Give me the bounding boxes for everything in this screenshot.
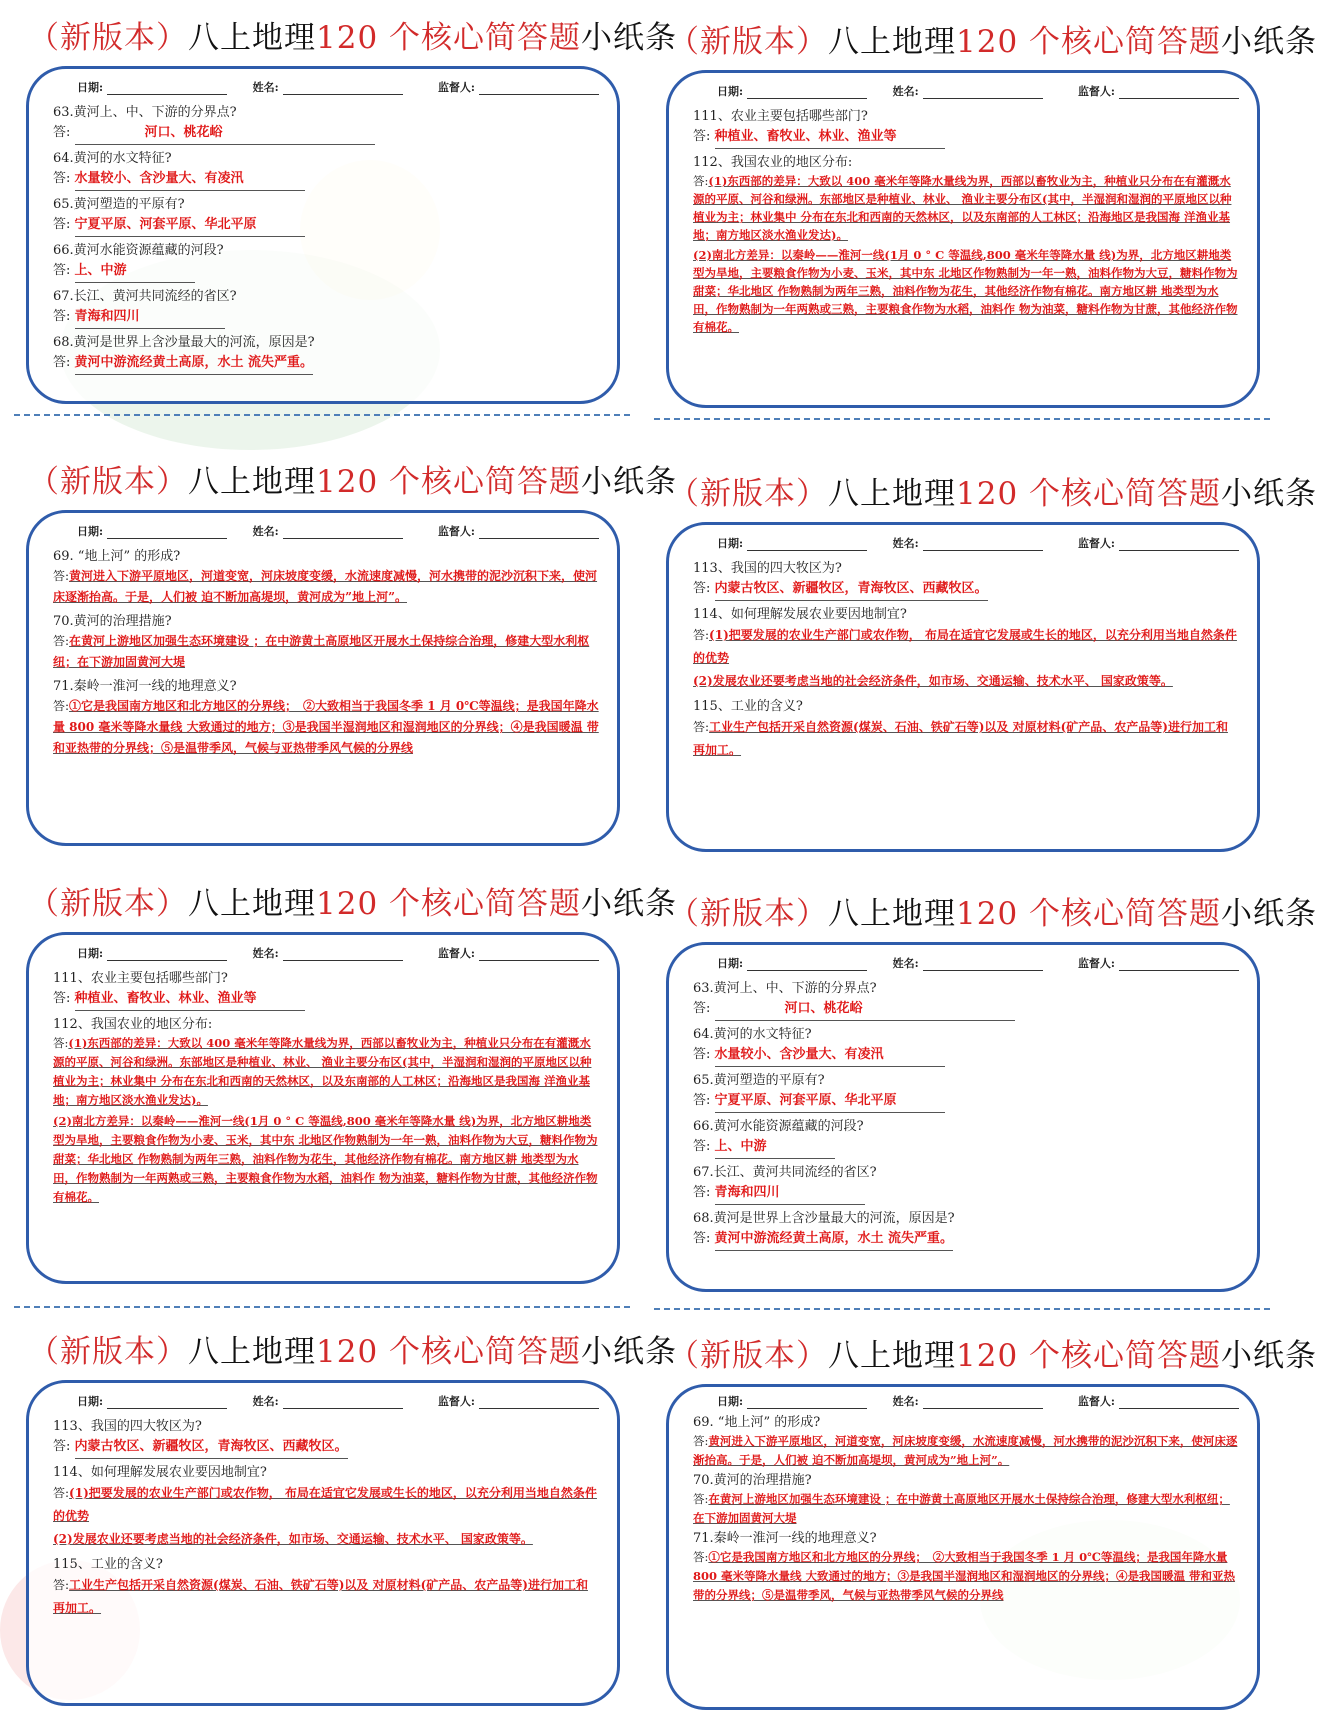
answer: 答:在黄河上游地区加强生态环境建设 ；在中游黄土高原地区开展水土保持综合治理，修建大型水利枢纽；在下游加固黄河大堤: [693, 1492, 1230, 1525]
note-card-cell: [654, 8, 1317, 420]
question: 112、我国农业的地区分布:: [693, 155, 853, 170]
note-card: [666, 70, 1260, 408]
answer: 答:(1)东西部的差异：大致以 400 毫米年等降水量线为界，西部以畜牧业为主，种植业只分布在有灌溉水源的平原、河谷和绿洲。东部地区是种植业、林业、 渔业主要分布区(其中，半湿润和湿润的平原地区以种植业为主；林业集中 分布在东北和西南的天然林区，以及东南部的人工林区；沿海地区是我国海 洋渔业基地；南方地区淡水渔业发达)。: [693, 174, 1232, 242]
question: 64.黄河的水文特征?: [53, 151, 172, 166]
page-title: （新版本）八上地理120 个核心简答题小纸条: [28, 464, 678, 500]
question: 69. “地上河” 的形成?: [693, 1415, 821, 1430]
answer: 答: 青海和四川: [53, 306, 599, 329]
answer: 答:①它是我国南方地区和北方地区的分界线； ②大致相当于我国冬季 1 月 0℃等温线；是我国年降水量 800 毫米等降水量线 大致通过的地方；③是我国半湿润地区和湿润地区的分界线；④是我国暖温 带和亚热带的分界线；⑤是温带季风，气候与亚热带季风气候的分界线: [53, 699, 599, 755]
card-header: 日期: 姓名: 监督人:: [53, 1393, 599, 1409]
page-title: （新版本）八上地理120 个核心简答题小纸条: [668, 896, 1317, 932]
answer: 答: 河口、桃花峪: [693, 998, 1239, 1021]
answer: 答:①它是我国南方地区和北方地区的分界线； ②大致相当于我国冬季 1 月 0℃等温线；是我国年降水量 800 毫米等降水量线 大致通过的地方；③是我国半湿润地区和湿润地区的分界线；④是我国暖温 带和亚热带的分界线；⑤是温带季风，气候与亚热带季风气候的分界线: [693, 1550, 1236, 1602]
card-header: 日期: 姓名: 监督人:: [53, 523, 599, 539]
question: 114、如何理解发展农业要因地制宜?: [693, 607, 907, 622]
question: 115、工业的含义?: [693, 699, 803, 714]
question: 114、如何理解发展农业要因地制宜?: [53, 1465, 267, 1480]
question: 66.黄河水能资源蕴藏的河段?: [693, 1119, 864, 1134]
question: 67.长江、黄河共同流经的省区?: [53, 289, 237, 304]
answer: 答:工业生产包括开采自然资源(煤炭、石油、铁矿石等)以及 对原材料(矿产品、农产品等)进行加工和再加工。: [53, 1578, 588, 1615]
card-header: 日期: 姓名: 监督人:: [53, 79, 599, 95]
question: 113、我国的四大牧区为?: [53, 1419, 202, 1434]
answer: (2)发展农业还要考虑当地的社会经济条件，如市场、交通运输、技术水平、 国家政策等。: [53, 1532, 533, 1546]
note-card: [26, 1380, 620, 1706]
answer: 答: 水量较小、含沙量大、有凌汛: [53, 168, 599, 191]
page-title: （新版本）八上地理120 个核心简答题小纸条: [28, 20, 678, 56]
card-header: 日期: 姓名: 监督人:: [693, 1393, 1239, 1409]
note-card: [26, 932, 620, 1284]
note-card-cell: [654, 880, 1317, 1310]
question: 67.长江、黄河共同流经的省区?: [693, 1165, 877, 1180]
note-card: [26, 66, 620, 404]
answer: (2)南北方差异：以秦岭——淮河一线(1月 0 ° C 等温线,800 毫米年等降水量 线)为界，北方地区耕地类型为旱地，主要粮食作物为小麦、玉米，其中东 北地区作物熟制为一年一熟，油料作物为大豆，糖料作物为甜菜；华北地区 作物熟制为两年三熟，油料作物为花生，其他经济作物有棉花。南方地区耕 地类型为水田，作物熟制为一年两熟或三熟，主要粮食作物为水稻，油料作 物为油菜，糖料作物为甘蔗，其他经济作物有棉花。: [693, 248, 1238, 334]
question: 71.秦岭一淮河一线的地理意义?: [53, 679, 237, 694]
note-card-cell: [654, 460, 1317, 862]
card-header: 日期: 姓名: 监督人:: [693, 535, 1239, 551]
note-card-cell: [14, 870, 678, 1308]
question: 65.黄河塑造的平原有?: [693, 1073, 825, 1088]
answer: 答:黄河进入下游平原地区，河道变宽，河床坡度变缓，水流速度减慢，河水携带的泥沙沉积下来，使河床逐渐抬高。于是，人们被 迫不断加高堤坝，黄河成为”地上河”。: [693, 1434, 1238, 1467]
question: 111、农业主要包括哪些部门?: [53, 971, 228, 986]
question: 71.秦岭一淮河一线的地理意义?: [693, 1531, 877, 1546]
card-header: 日期: 姓名: 监督人:: [693, 83, 1239, 99]
question: 66.黄河水能资源蕴藏的河段?: [53, 243, 224, 258]
answer: 答: 上、中游: [53, 260, 599, 283]
answer: 答: 种植业、畜牧业、林业、渔业等: [53, 988, 599, 1011]
answer: 答: 种植业、畜牧业、林业、渔业等: [693, 126, 1239, 149]
answer: (2)发展农业还要考虑当地的社会经济条件，如市场、交通运输、技术水平、 国家政策等。: [693, 674, 1173, 688]
answer: 答: 宁夏平原、河套平原、华北平原: [53, 214, 599, 237]
note-card-cell: [14, 4, 678, 416]
note-card-cell: [654, 1322, 1317, 1706]
question: 69. “地上河” 的形成?: [53, 549, 181, 564]
question: 113、我国的四大牧区为?: [693, 561, 842, 576]
page-title: （新版本）八上地理120 个核心简答题小纸条: [28, 1334, 678, 1370]
question: 70.黄河的治理措施?: [693, 1473, 812, 1488]
answer: 答:黄河进入下游平原地区，河道变宽，河床坡度变缓，水流速度减慢，河水携带的泥沙沉积下来，使河床逐渐抬高。于是，人们被 迫不断加高堤坝，黄河成为”地上河”。: [53, 569, 598, 604]
answer: 答:(1)把要发展的农业生产部门或农作物， 布局在适宜它发展或生长的地区，以充分利用当地自然条件的优势: [693, 628, 1237, 665]
question: 70.黄河的治理措施?: [53, 614, 172, 629]
answer: 答: 内蒙古牧区、新疆牧区，青海牧区、西藏牧区。: [53, 1436, 599, 1459]
question: 65.黄河塑造的平原有?: [53, 197, 185, 212]
page-title: （新版本）八上地理120 个核心简答题小纸条: [668, 24, 1317, 60]
question: 111、农业主要包括哪些部门?: [693, 109, 868, 124]
page-title: （新版本）八上地理120 个核心简答题小纸条: [668, 1338, 1317, 1374]
answer: 答:(1)东西部的差异：大致以 400 毫米年等降水量线为界，西部以畜牧业为主，种植业只分布在有灌溉水源的平原、河谷和绿洲。东部地区是种植业、林业、 渔业主要分布区(其中，半湿润和湿润的平原地区以种植业为主；林业集中 分布在东北和西南的天然林区，以及东南部的人工林区；沿海地区是我国海 洋渔业基地；南方地区淡水渔业发达)。: [53, 1036, 592, 1107]
question: 63.黄河上、中、下游的分界点?: [53, 105, 237, 120]
answer: 答: 内蒙古牧区、新疆牧区，青海牧区、西藏牧区。: [693, 578, 1239, 601]
question: 68.黄河是世界上含沙量最大的河流，原因是?: [693, 1211, 955, 1226]
answer: 答: 上、中游: [693, 1136, 1239, 1159]
answer: (2)南北方差异：以秦岭——淮河一线(1月 0 ° C 等温线,800 毫米年等降水量 线)为界，北方地区耕地类型为旱地，主要粮食作物为小麦、玉米，其中东 北地区作物熟制为一年一熟，油料作物为大豆，糖料作物为甜菜；华北地区 作物熟制为两年三熟，油料作物为花生，其他经济作物有棉花。南方地区耕 地类型为水田，作物熟制为一年两熟或三熟，主要粮食作物为水稻，油料作 物为油菜，糖料作物为甘蔗，其他经济作物有棉花。: [53, 1114, 598, 1204]
card-header: 日期: 姓名: 监督人:: [693, 955, 1239, 971]
answer: 答: 水量较小、含沙量大、有凌汛: [693, 1044, 1239, 1067]
question: 68.黄河是世界上含沙量最大的河流，原因是?: [53, 335, 315, 350]
answer: 答: 宁夏平原、河套平原、华北平原: [693, 1090, 1239, 1113]
page-title: （新版本）八上地理120 个核心简答题小纸条: [668, 476, 1317, 512]
question: 112、我国农业的地区分布:: [53, 1017, 213, 1032]
question: 115、工业的含义?: [53, 1557, 163, 1572]
note-card-cell: [14, 448, 678, 850]
question: 64.黄河的水文特征?: [693, 1027, 812, 1042]
note-card-cell: [14, 1318, 678, 1706]
note-card: [666, 942, 1260, 1292]
answer: 答:工业生产包括开采自然资源(煤炭、石油、铁矿石等)以及 对原材料(矿产品、农产品等)进行加工和再加工。: [693, 720, 1228, 757]
answer: 答: 黄河中游流经黄土高原，水土 流失严重。: [53, 352, 599, 375]
answer: 答:(1)把要发展的农业生产部门或农作物， 布局在适宜它发展或生长的地区，以充分利用当地自然条件的优势: [53, 1486, 597, 1523]
note-card: [666, 522, 1260, 852]
page-title: （新版本）八上地理120 个核心简答题小纸条: [28, 886, 678, 922]
answer: 答:在黄河上游地区加强生态环境建设 ；在中游黄土高原地区开展水土保持综合治理，修建大型水利枢纽；在下游加固黄河大堤: [53, 634, 590, 669]
answer: 答: 河口、桃花峪: [53, 122, 599, 145]
card-header: 日期: 姓名: 监督人:: [53, 945, 599, 961]
note-card: [666, 1384, 1260, 1710]
note-card: [26, 510, 620, 846]
answer: 答: 黄河中游流经黄土高原，水土 流失严重。: [693, 1228, 1239, 1251]
answer: 答: 青海和四川: [693, 1182, 1239, 1205]
question: 63.黄河上、中、下游的分界点?: [693, 981, 877, 996]
